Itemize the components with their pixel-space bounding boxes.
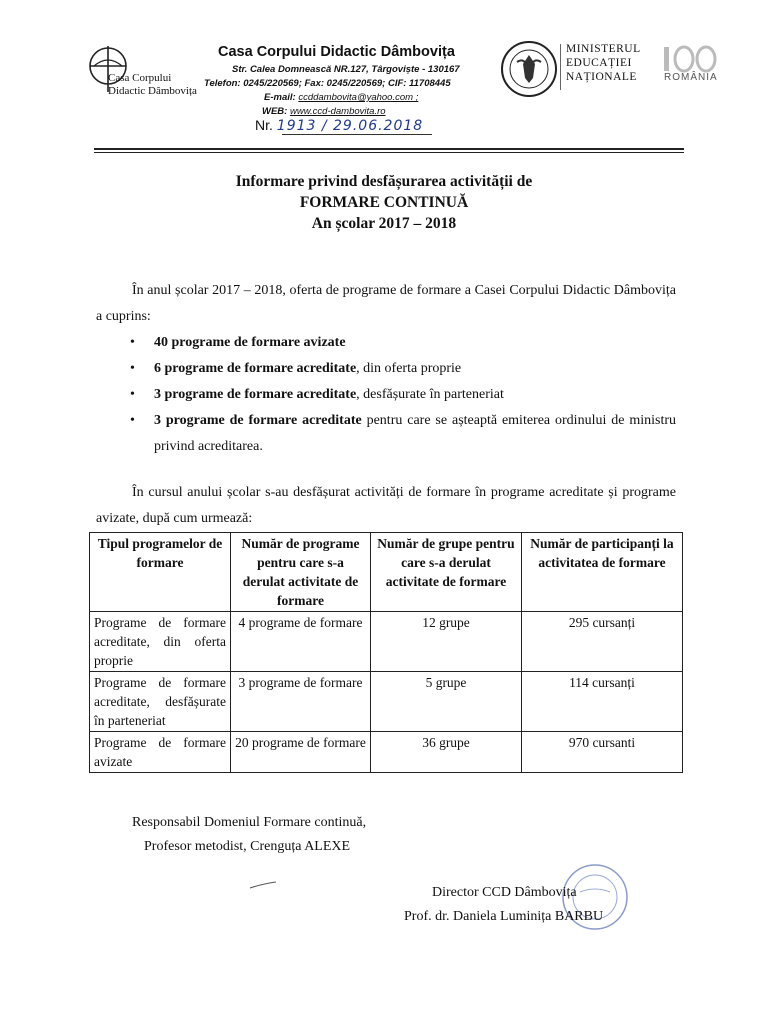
list-item: • 3 programe de formare acreditate pentru care se așteaptă emiterea ordinului de ministru privind acreditarea. (130, 408, 676, 460)
director-name: Prof. dr. Daniela Luminița BARBU (404, 909, 604, 924)
table-cell: Programe de formare acreditate, din oferta proprie (90, 612, 231, 672)
web-link[interactable]: www.ccd-dambovita.ro (289, 106, 386, 117)
table-cell: 12 grupe (371, 612, 522, 672)
list-item: • 40 programe de formare avizate (130, 330, 676, 356)
program-list (130, 330, 676, 460)
table-header-cell: Tipul programelor de formare (90, 533, 231, 612)
logo-caption: Casa Corpului Didactic Dâmbovița (108, 72, 197, 97)
registration-value: 1913 / 29.06.2018 (276, 118, 424, 134)
header-rule (94, 148, 684, 150)
ministry-divider (560, 44, 561, 90)
table-intro-paragraph: În cursul anului școlar s-au desfășurat activități de formare în programe acreditate și programe avizate, după cum urmează: (96, 485, 676, 526)
table-header-cell: Număr de grupe pentru care s-a derulat activitate de formare (371, 533, 522, 612)
doc-title-line2: FORMARE CONTINUĂ (299, 194, 469, 211)
intro-paragraph: În anul școlar 2017 – 2018, oferta de programe de formare a Casei Corpului Didactic Dâmbovița a cuprins: (96, 283, 676, 324)
signature-mark-icon (248, 880, 278, 890)
table-cell: 20 programe de formare (231, 732, 371, 773)
email-link[interactable]: ccddambovita@yahoo.com ; (298, 92, 419, 103)
nr-underline (282, 134, 432, 135)
table-cell: 295 cursanți (522, 612, 683, 672)
centenar-logo-icon (658, 44, 728, 74)
doc-title-line1: Informare privind desfășurarea activității de (235, 173, 533, 190)
doc-title-line3: An școlar 2017 – 2018 (311, 215, 457, 232)
table-header-cell: Număr de participanți la activitatea de formare (522, 533, 683, 612)
table-row (90, 612, 683, 672)
table-header-cell: Număr de programe pentru care s-a derulat activitate de formare (231, 533, 371, 612)
table-cell: Programe de formare acreditate, desfășurate în parteneriat (90, 672, 231, 732)
responsible-title: Responsabil Domeniul Formare continuă, (132, 815, 367, 830)
list-item: • 3 programe de formare acreditate, desfășurate în parteneriat (130, 382, 676, 408)
org-address: Str. Calea Domnească NR.127, Târgoviște - 130167 (232, 64, 460, 75)
table-cell: 5 grupe (371, 672, 522, 732)
org-email-line: E-mail: ccddambovita@yahoo.com ; (264, 92, 419, 103)
table-header-row (90, 533, 683, 612)
table-row (90, 732, 683, 773)
org-name: Casa Corpului Didactic Dâmbovița (218, 44, 455, 60)
header-rule-thin (94, 152, 684, 153)
table-cell: 3 programe de formare (231, 672, 371, 732)
table-row (90, 672, 683, 732)
list-item: • 6 programe de formare acreditate, din oferta proprie (130, 356, 676, 382)
org-web-line: WEB: www.ccd-dambovita.ro (262, 106, 386, 117)
table-cell: 36 grupe (371, 732, 522, 773)
table-cell: 114 cursanți (522, 672, 683, 732)
ministry-name: MINISTERUL EDUCAȚIEI NAȚIONALE (566, 43, 641, 83)
centenar-label: ROMÂNIA (664, 72, 718, 83)
table-cell: 970 cursanti (522, 732, 683, 773)
responsible-name: Profesor metodist, Crenguța ALEXE (144, 839, 351, 854)
government-seal-icon (500, 40, 558, 98)
registration-number: Nr. 1913 / 29.06.2018 (255, 117, 424, 134)
table-cell: Programe de formare avizate (90, 732, 231, 773)
training-table (89, 532, 683, 773)
table-cell: 4 programe de formare (231, 612, 371, 672)
org-contact: Telefon: 0245/220569; Fax: 0245/220569; CIF: 11708445 (204, 78, 451, 89)
director-title: Director CCD Dâmbovița (432, 885, 577, 900)
